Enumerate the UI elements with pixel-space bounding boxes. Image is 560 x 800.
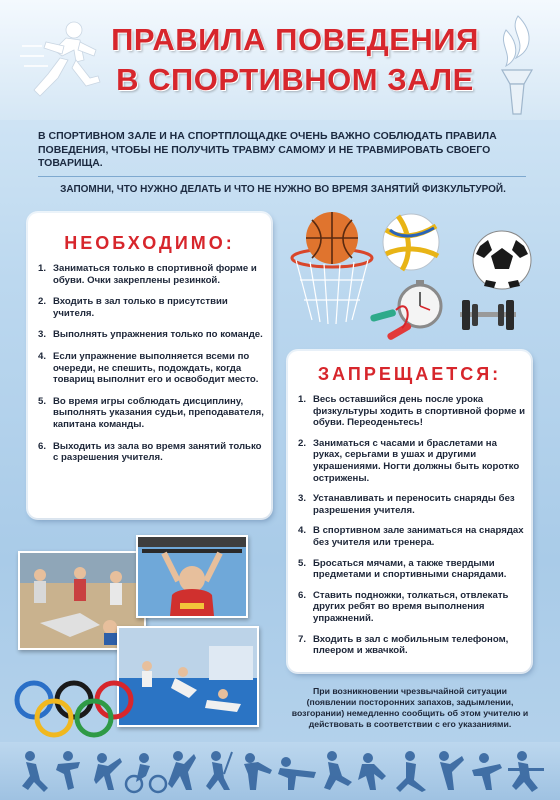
list-item bbox=[298, 558, 526, 581]
rule-text: Если упражнение выполняется всеми по очереди, не спешить, подождать, когда товарищ выполнит его и освободит место. bbox=[53, 350, 259, 386]
sport-pictograms bbox=[0, 742, 560, 800]
title-line-1: ПРАВИЛА ПОВЕДЕНИЯ bbox=[111, 22, 479, 57]
must-box bbox=[28, 213, 271, 518]
forbid-rules-list bbox=[298, 394, 526, 666]
rule-number: 6. bbox=[38, 440, 47, 452]
dumbbell-icon bbox=[460, 300, 516, 330]
remember-line bbox=[38, 184, 528, 195]
rule-number: 3. bbox=[298, 493, 307, 505]
rule-number: 5. bbox=[38, 395, 47, 407]
rule-number: 5. bbox=[298, 557, 307, 569]
list-item bbox=[38, 351, 266, 386]
list-item bbox=[298, 525, 526, 548]
header bbox=[0, 0, 560, 120]
must-title: НЕОБХОДИМО: bbox=[64, 233, 235, 253]
remember-key: ЗАПОМНИ, bbox=[60, 184, 114, 195]
emergency-note: При возникновении чрезвычайной ситуации (появлении посторонних запахов, задымлении, возгорании) немедленно сообщить об этом учителю и действовать в соответствии с его указаниями. bbox=[291, 686, 529, 729]
rule-number: 2. bbox=[38, 296, 47, 308]
list-item bbox=[38, 263, 266, 286]
intro-text: В СПОРТИВНОМ ЗАЛЕ И НА СПОРТПЛОЩАДКЕ ОЧЕНЬ ВАЖНО СОБЛЮДАТЬ ПРАВИЛА ПОВЕДЕНИЯ, ЧТОБЫ НЕ ПОЛУЧИТЬ ТРАВМУ САМОМУ И НЕ ТРАВМИРОВАТЬ СВОЕГО ТОВАРИЩА. bbox=[38, 130, 497, 169]
rule-text: Весь оставшийся день после урока физкультуры ходить в спортивной форме и обуви. Переоденьтесь! bbox=[313, 394, 526, 429]
must-rules-list bbox=[38, 263, 266, 474]
rule-number: 4. bbox=[298, 525, 307, 537]
photo-gym-class bbox=[117, 626, 259, 727]
list-item bbox=[38, 396, 266, 431]
rule-number: 6. bbox=[298, 589, 307, 601]
list-item bbox=[38, 329, 266, 341]
rule-text: Ставить подножки, толкаться, отвлекать других ребят во время выполнения упражнений. bbox=[313, 589, 509, 624]
soccer-ball-icon bbox=[473, 231, 531, 289]
rule-text: В спортивном зале заниматься на снарядах без учителя или тренера. bbox=[313, 525, 524, 548]
list-item bbox=[298, 394, 526, 429]
photo-boy-pullup bbox=[136, 535, 248, 618]
list-item bbox=[298, 590, 526, 625]
intro-divider bbox=[38, 176, 526, 177]
rule-number: 4. bbox=[38, 350, 47, 362]
list-item bbox=[298, 634, 526, 657]
rule-number: 1. bbox=[38, 263, 47, 274]
rule-number: 1. bbox=[298, 394, 307, 405]
rule-number: 7. bbox=[298, 633, 307, 645]
rule-text: Бросаться мячами, а также твердыми предметами и спортивными снарядами. bbox=[313, 557, 507, 581]
page-title bbox=[105, 20, 485, 100]
rule-text: Входить в зал только в присутствии учителя. bbox=[53, 296, 228, 319]
rule-text: Входить в зал с мобильным телефоном, плеером и жвачкой. bbox=[313, 633, 509, 657]
rule-number: 2. bbox=[298, 437, 307, 449]
rule-text: Во время игры соблюдать дисциплину, выполнять указания судьи, преподавателя, капитана команды. bbox=[53, 395, 264, 430]
rule-text: Заниматься с часами и браслетами на руках, серьгами в ушах и другими украшениями. Ногти должны быть коротко острижены. bbox=[313, 437, 520, 484]
basketball-icon bbox=[292, 212, 372, 324]
rule-number: 3. bbox=[38, 329, 47, 341]
runner-icon bbox=[18, 16, 104, 106]
rule-text: Выполнять упражнения только по команде. bbox=[53, 329, 263, 341]
olympic-rings-icon bbox=[10, 676, 138, 740]
torch-icon bbox=[488, 10, 546, 116]
list-item bbox=[298, 438, 526, 484]
remember-rest: ЧТО НУЖНО ДЕЛАТЬ И ЧТО НЕ НУЖНО ВО ВРЕМЯ ЗАНЯТИЙ ФИЗКУЛЬТУРОЙ. bbox=[113, 184, 506, 195]
rule-text: Заниматься только в спортивной форме и обуви. Очки закреплены резинкой. bbox=[53, 263, 257, 286]
title-line-2: В СПОРТИВНОМ ЗАЛЕ bbox=[116, 62, 474, 97]
list-item bbox=[38, 296, 266, 319]
list-item bbox=[298, 493, 526, 516]
forbid-title: ЗАПРЕЩАЕТСЯ: bbox=[317, 364, 502, 384]
list-item bbox=[38, 441, 266, 464]
sport-equipment-illustration bbox=[290, 210, 540, 350]
stopwatch-icon bbox=[399, 280, 441, 327]
rule-text: Устанавливать и переносить снаряды без разрешения учителя. bbox=[313, 493, 515, 516]
volleyball-icon bbox=[383, 214, 439, 270]
forbid-box bbox=[288, 351, 531, 672]
rule-text: Выходить из зала во время занятий только с разрешения учителя. bbox=[53, 440, 262, 464]
